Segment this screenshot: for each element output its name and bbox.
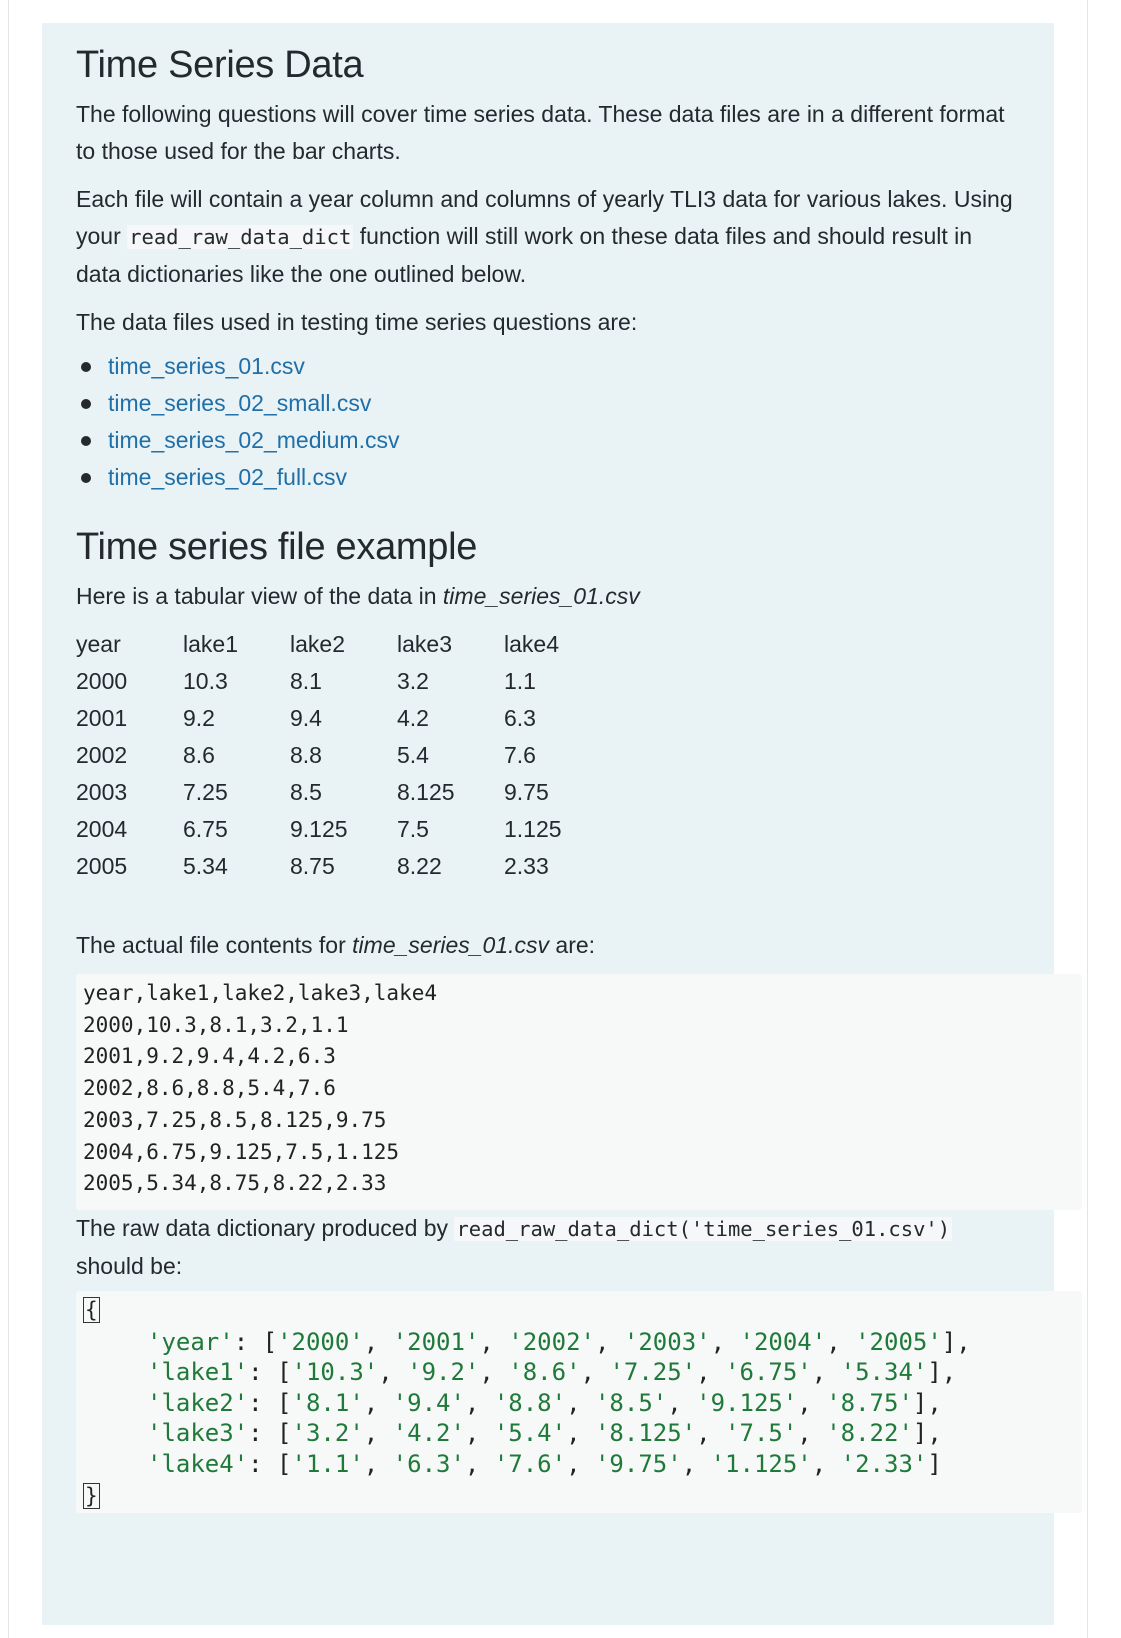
table-cell: 5.4 bbox=[397, 742, 429, 768]
code-line: 2004,6.75,9.125,7.5,1.125 bbox=[83, 1139, 400, 1164]
function-call-code: read_raw_data_dict('time_series_01.csv') bbox=[456, 1217, 951, 1241]
dict-key: 'year' bbox=[147, 1327, 234, 1356]
contents-intro-text: The actual file contents for bbox=[76, 932, 353, 958]
dict-intro-text-after: should be: bbox=[76, 1253, 183, 1279]
code-line: 2003,7.25,8.5,8.125,9.75 bbox=[83, 1107, 387, 1132]
table-cell: 2002 bbox=[76, 742, 128, 768]
dict-value: '2003' bbox=[623, 1327, 711, 1356]
dict-value: '2005' bbox=[855, 1327, 942, 1356]
function-name-code: read_raw_data_dict bbox=[129, 225, 352, 249]
column-header: lake2 bbox=[290, 631, 345, 657]
table-row bbox=[76, 663, 611, 700]
dict-value: '9.2' bbox=[407, 1358, 480, 1387]
table-row bbox=[76, 811, 611, 848]
table-row bbox=[76, 700, 611, 737]
dict-value: '5.4' bbox=[493, 1419, 567, 1448]
dict-value: '8.6' bbox=[508, 1358, 581, 1387]
dict-entry-line: 'lake2': ['8.1', '9.4', '8.8', '8.5', '9.125', '8.75'], bbox=[147, 1388, 942, 1417]
dict-value: '7.6' bbox=[493, 1449, 567, 1478]
dict-key: 'lake1' bbox=[147, 1358, 249, 1387]
column-header: year bbox=[76, 631, 121, 657]
table-cell: 7.25 bbox=[183, 779, 228, 805]
dict-value: '8.5' bbox=[594, 1388, 668, 1417]
table-cell: 9.125 bbox=[290, 816, 348, 842]
content-panel bbox=[42, 23, 1054, 1625]
table-cell: 2005 bbox=[76, 853, 128, 879]
example-intro-filename: time_series_01.csv bbox=[442, 583, 640, 609]
dict-value: '7.25' bbox=[609, 1358, 697, 1387]
dict-intro-text: The raw data dictionary produced by bbox=[76, 1215, 455, 1241]
open-brace: { bbox=[85, 1298, 98, 1322]
dict-value: '8.1' bbox=[291, 1388, 364, 1417]
intro-paragraph-1: The following questions will cover time series data. These data files are in a different format to those used for the bar charts. bbox=[76, 101, 1005, 164]
dict-value: '5.34' bbox=[840, 1358, 928, 1387]
dict-entry-line: 'lake4': ['1.1', '6.3', '7.6', '9.75', '1.125', '2.33'] bbox=[147, 1449, 942, 1478]
file-link-time-series-02-small[interactable]: time_series_02_small.csv bbox=[108, 390, 372, 416]
example-title: Time series file example bbox=[76, 526, 478, 568]
dict-value: '1.125' bbox=[710, 1449, 812, 1478]
section-title: Time Series Data bbox=[76, 44, 364, 86]
dict-intro bbox=[76, 1210, 1020, 1285]
file-link-time-series-02-medium[interactable]: time_series_02_medium.csv bbox=[108, 427, 400, 453]
table-cell: 9.75 bbox=[504, 779, 549, 805]
dict-entries bbox=[83, 1327, 1075, 1480]
code-line: 2001,9.2,9.4,4.2,6.3 bbox=[83, 1044, 336, 1069]
table-cell: 2001 bbox=[76, 705, 128, 731]
column-header: lake1 bbox=[183, 631, 238, 657]
table-cell: 4.2 bbox=[397, 705, 429, 731]
contents-intro-text-after: are: bbox=[549, 932, 596, 958]
example-intro-text: Here is a tabular view of the data in bbox=[76, 583, 443, 609]
file-contents-intro bbox=[76, 927, 1020, 964]
dict-value: '9.4' bbox=[392, 1388, 465, 1417]
dict-value: '2.33' bbox=[840, 1449, 928, 1478]
table-cell: 8.6 bbox=[183, 742, 215, 768]
table-cell: 7.5 bbox=[397, 816, 429, 842]
intro-paragraph-3: The data files used in testing time series questions are: bbox=[76, 309, 638, 335]
close-brace: } bbox=[85, 1484, 98, 1508]
csv-code-block bbox=[76, 974, 1082, 1210]
table-cell: 8.75 bbox=[290, 853, 335, 879]
dict-value: '2001' bbox=[392, 1327, 480, 1356]
code-line: 2002,8.6,8.8,5.4,7.6 bbox=[83, 1076, 336, 1101]
file-link-time-series-02-full[interactable]: time_series_02_full.csv bbox=[108, 464, 348, 490]
code-line: 2005,5.34,8.75,8.22,2.33 bbox=[83, 1171, 387, 1196]
table-cell: 2000 bbox=[76, 668, 128, 694]
dict-key: 'lake4' bbox=[147, 1449, 249, 1478]
table-cell: 2004 bbox=[76, 816, 128, 842]
table-cell: 8.125 bbox=[397, 779, 455, 805]
table-cell: 5.34 bbox=[183, 853, 228, 879]
dict-code-block bbox=[76, 1291, 1082, 1513]
data-file-list bbox=[76, 348, 1020, 496]
dict-value: '9.75' bbox=[594, 1449, 682, 1478]
column-header: lake4 bbox=[504, 631, 559, 657]
intro-p2-text-before: Each file will contain a year column and columns of yearly TLI3 data for various lakes. Using your bbox=[76, 186, 1013, 249]
dict-value: '8.8' bbox=[493, 1388, 567, 1417]
table-cell: 1.125 bbox=[504, 816, 562, 842]
table-cell: 2.33 bbox=[504, 853, 549, 879]
column-header: lake3 bbox=[397, 631, 452, 657]
table-row bbox=[76, 848, 611, 885]
example-intro bbox=[76, 578, 1020, 615]
table-cell: 8.8 bbox=[290, 742, 322, 768]
code-line: year,lake1,lake2,lake3,lake4 bbox=[83, 981, 438, 1005]
contents-intro-filename: time_series_01.csv bbox=[352, 932, 550, 958]
table-cell: 6.3 bbox=[504, 705, 536, 731]
intro-p2-text-after: function will still work on these data files and should result in data dictionaries like the one outlined below. bbox=[76, 223, 973, 287]
table-cell: 3.2 bbox=[397, 668, 429, 694]
dict-value: '8.125' bbox=[594, 1419, 697, 1448]
list-item bbox=[108, 459, 1020, 496]
list-item bbox=[108, 385, 1020, 422]
table-cell: 7.6 bbox=[504, 742, 536, 768]
dict-value: '2000' bbox=[277, 1327, 364, 1356]
table-header-row bbox=[76, 626, 611, 663]
dict-value: '7.5' bbox=[725, 1419, 798, 1448]
dict-value: '9.125' bbox=[696, 1388, 798, 1417]
dict-value: '6.3' bbox=[392, 1449, 465, 1478]
dict-value: '3.2' bbox=[291, 1419, 364, 1448]
dict-value: '6.75' bbox=[725, 1358, 812, 1387]
table-cell: 9.4 bbox=[290, 705, 322, 731]
dict-value: '4.2' bbox=[392, 1419, 465, 1448]
table-cell: 1.1 bbox=[504, 668, 536, 694]
table-cell: 8.22 bbox=[397, 853, 442, 879]
table-cell: 10.3 bbox=[183, 668, 228, 694]
table-row bbox=[76, 774, 611, 811]
dict-entry-line: 'lake1': ['10.3', '9.2', '8.6', '7.25', '6.75', '5.34'], bbox=[147, 1358, 957, 1387]
code-line: 2000,10.3,8.1,3.2,1.1 bbox=[83, 1012, 349, 1037]
dict-key: 'lake3' bbox=[147, 1419, 249, 1448]
list-item bbox=[108, 348, 1020, 385]
data-table bbox=[76, 626, 611, 885]
table-cell: 9.2 bbox=[183, 705, 215, 731]
table-cell: 8.1 bbox=[290, 668, 322, 694]
table-cell: 6.75 bbox=[183, 816, 228, 842]
dict-value: '8.22' bbox=[826, 1419, 913, 1448]
dict-value: '2002' bbox=[508, 1327, 595, 1356]
dict-value: '10.3' bbox=[291, 1358, 379, 1387]
table-row bbox=[76, 737, 611, 774]
dict-value: '1.1' bbox=[291, 1449, 364, 1478]
table-cell: 8.5 bbox=[290, 779, 322, 805]
dict-entry-line: 'lake3': ['3.2', '4.2', '5.4', '8.125', '7.5', '8.22'], bbox=[147, 1419, 942, 1448]
intro-paragraph-2 bbox=[76, 181, 1020, 293]
dict-entry-line: 'year': ['2000', '2001', '2002', '2003', '2004', '2005'], bbox=[147, 1327, 971, 1356]
dict-key: 'lake2' bbox=[147, 1388, 249, 1417]
list-item bbox=[108, 422, 1020, 459]
table-cell: 2003 bbox=[76, 779, 128, 805]
dict-value: '8.75' bbox=[826, 1388, 913, 1417]
dict-value: '2004' bbox=[739, 1327, 827, 1356]
file-link-time-series-01[interactable]: time_series_01.csv bbox=[108, 353, 305, 379]
